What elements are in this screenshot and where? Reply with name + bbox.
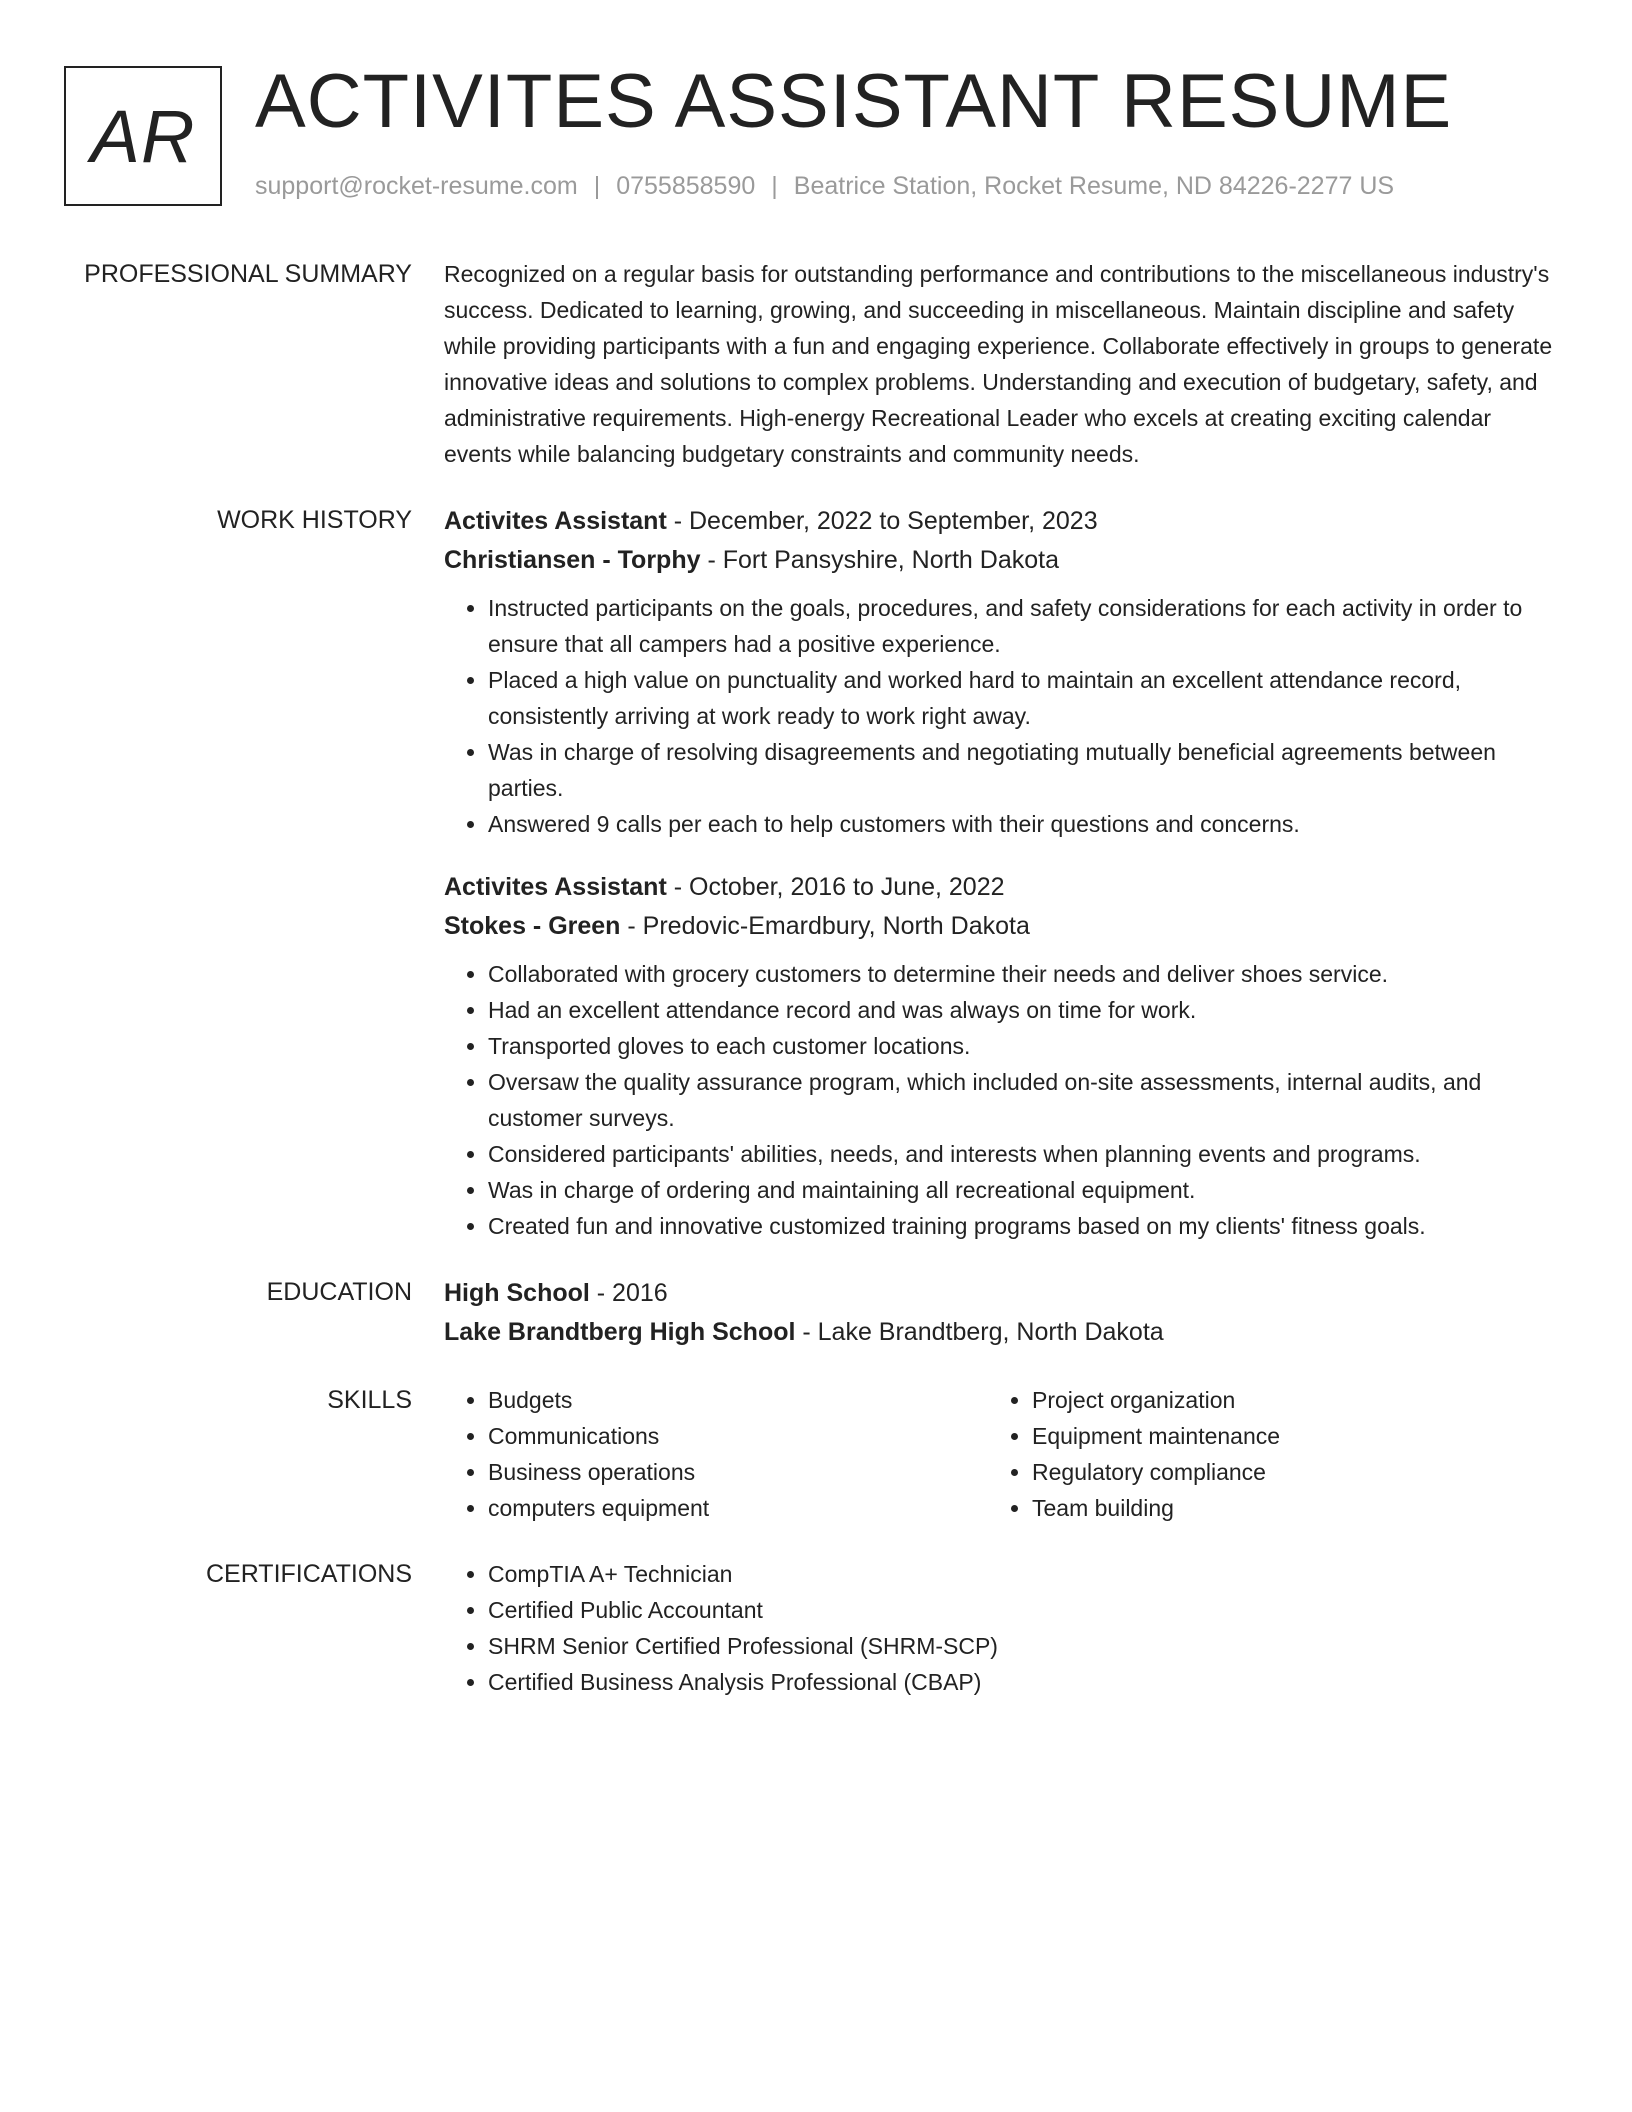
skills-body xyxy=(444,1382,1564,1526)
education-section xyxy=(64,1274,1564,1352)
certification-item: • SHRM Senior Certified Professional (SHRM-SCP) xyxy=(488,1628,1564,1664)
education-year: - 2016 xyxy=(589,1279,668,1307)
job-bullets xyxy=(444,956,1564,1244)
certifications-list xyxy=(444,1556,1564,1700)
section-label-work-history: WORK HISTORY xyxy=(217,506,412,534)
contact-separator: | xyxy=(771,172,778,200)
job-bullet: • Placed a high value on punctuality and worked hard to maintain an excellent attendance record, consistently arriving at work ready to work right away. xyxy=(488,662,1564,734)
job-location: - Fort Pansyshire, North Dakota xyxy=(700,546,1059,574)
job-company-line xyxy=(444,541,1564,580)
section-label-skills: SKILLS xyxy=(327,1386,412,1414)
certification-item: • CompTIA A+ Technician xyxy=(488,1556,1564,1592)
skill-item: • Business operations xyxy=(488,1454,988,1490)
certification-item: • Certified Business Analysis Professional (CBAP) xyxy=(488,1664,1564,1700)
job-bullet: • Collaborated with grocery customers to determine their needs and deliver shoes service. xyxy=(488,956,1564,992)
job-entry xyxy=(444,868,1564,1244)
job-dates: - October, 2016 to June, 2022 xyxy=(666,873,1005,901)
skill-item: • Equipment maintenance xyxy=(1032,1418,1532,1454)
education-body xyxy=(444,1274,1564,1352)
section-label-education: EDUCATION xyxy=(266,1278,412,1306)
job-entry xyxy=(444,502,1564,842)
job-bullets xyxy=(444,590,1564,842)
job-bullet: • Transported gloves to each customer locations. xyxy=(488,1028,1564,1064)
contact-line xyxy=(255,172,1394,201)
skill-item: • Team building xyxy=(1032,1490,1532,1526)
skills-columns xyxy=(444,1382,1564,1526)
education-degree-line xyxy=(444,1274,1564,1313)
job-company: Stokes - Green xyxy=(444,912,621,940)
resume-sections xyxy=(64,256,1564,1730)
summary-body xyxy=(444,256,1564,472)
job-bullet: • Created fun and innovative customized training programs based on my clients' fitness goals. xyxy=(488,1208,1564,1244)
job-dates: - December, 2022 to September, 2023 xyxy=(666,507,1098,535)
education-location: - Lake Brandtberg, North Dakota xyxy=(795,1318,1164,1346)
contact-email[interactable]: support@rocket-resume.com xyxy=(255,172,578,200)
contact-separator: | xyxy=(593,172,601,200)
skill-item: • Communications xyxy=(488,1418,988,1454)
education-degree: High School xyxy=(444,1279,590,1307)
job-bullet: • Was in charge of ordering and maintaining all recreational equipment. xyxy=(488,1172,1564,1208)
resume-title: ACTIVITES ASSISTANT RESUME xyxy=(255,59,1453,144)
skills-list-right xyxy=(988,1382,1532,1526)
certifications-body xyxy=(444,1556,1564,1700)
skill-item: • computers equipment xyxy=(488,1490,988,1526)
education-school: Lake Brandtberg High School xyxy=(444,1318,796,1346)
contact-phone[interactable]: 0755858590 xyxy=(616,172,756,200)
job-bullet: • Oversaw the quality assurance program, which included on-site assessments, internal audits, and customer surveys. xyxy=(488,1064,1564,1136)
skills-list-left xyxy=(444,1382,988,1526)
job-location: - Predovic-Emardbury, North Dakota xyxy=(620,912,1030,940)
job-title: Activites Assistant xyxy=(444,873,667,901)
work-history-body xyxy=(444,502,1564,1244)
certification-item: • Certified Public Accountant xyxy=(488,1592,1564,1628)
job-title-line xyxy=(444,868,1564,907)
monogram-box xyxy=(64,66,222,206)
monogram-initials: AR xyxy=(90,94,196,178)
summary-section xyxy=(64,256,1564,472)
skills-section xyxy=(64,1382,1564,1526)
section-label-summary: PROFESSIONAL SUMMARY xyxy=(84,260,412,288)
job-bullet: • Answered 9 calls per each to help customers with their questions and concerns. xyxy=(488,806,1564,842)
summary-text: Recognized on a regular basis for outstanding performance and contributions to the miscellaneous industry's success. Dedicated to learning, growing, and succeeding in miscellaneous. Maintain discipline and safety while providing participants with a fun and engaging experience. Collaborate effectively in groups to generate innovative ideas and solutions to complex problems. Understanding and execution of budgetary, safety, and administrative requirements. High-energy Recreational Leader who excels at creating exciting calendar events while balancing budgetary constraints and community needs. xyxy=(444,261,1553,467)
job-title-line xyxy=(444,502,1564,541)
certifications-section xyxy=(64,1556,1564,1700)
skill-item: • Project organization xyxy=(1032,1382,1532,1418)
job-title: Activites Assistant xyxy=(444,507,667,535)
job-company: Christiansen - Torphy xyxy=(444,546,701,574)
job-bullet: • Had an excellent attendance record and was always on time for work. xyxy=(488,992,1564,1028)
education-school-line xyxy=(444,1313,1564,1352)
contact-address: Beatrice Station, Rocket Resume, ND 84226-2277 US xyxy=(793,172,1395,200)
section-label-certifications: CERTIFICATIONS xyxy=(205,1560,412,1588)
job-bullet: • Instructed participants on the goals, procedures, and safety considerations for each activity in order to ensure that all campers had a positive experience. xyxy=(488,590,1564,662)
work-history-section xyxy=(64,502,1564,1244)
skill-item: • Budgets xyxy=(488,1382,988,1418)
job-bullet: • Was in charge of resolving disagreements and negotiating mutually beneficial agreements between parties. xyxy=(488,734,1564,806)
job-bullet: • Considered participants' abilities, needs, and interests when planning events and programs. xyxy=(488,1136,1564,1172)
skill-item: • Regulatory compliance xyxy=(1032,1454,1532,1490)
job-company-line xyxy=(444,907,1564,946)
